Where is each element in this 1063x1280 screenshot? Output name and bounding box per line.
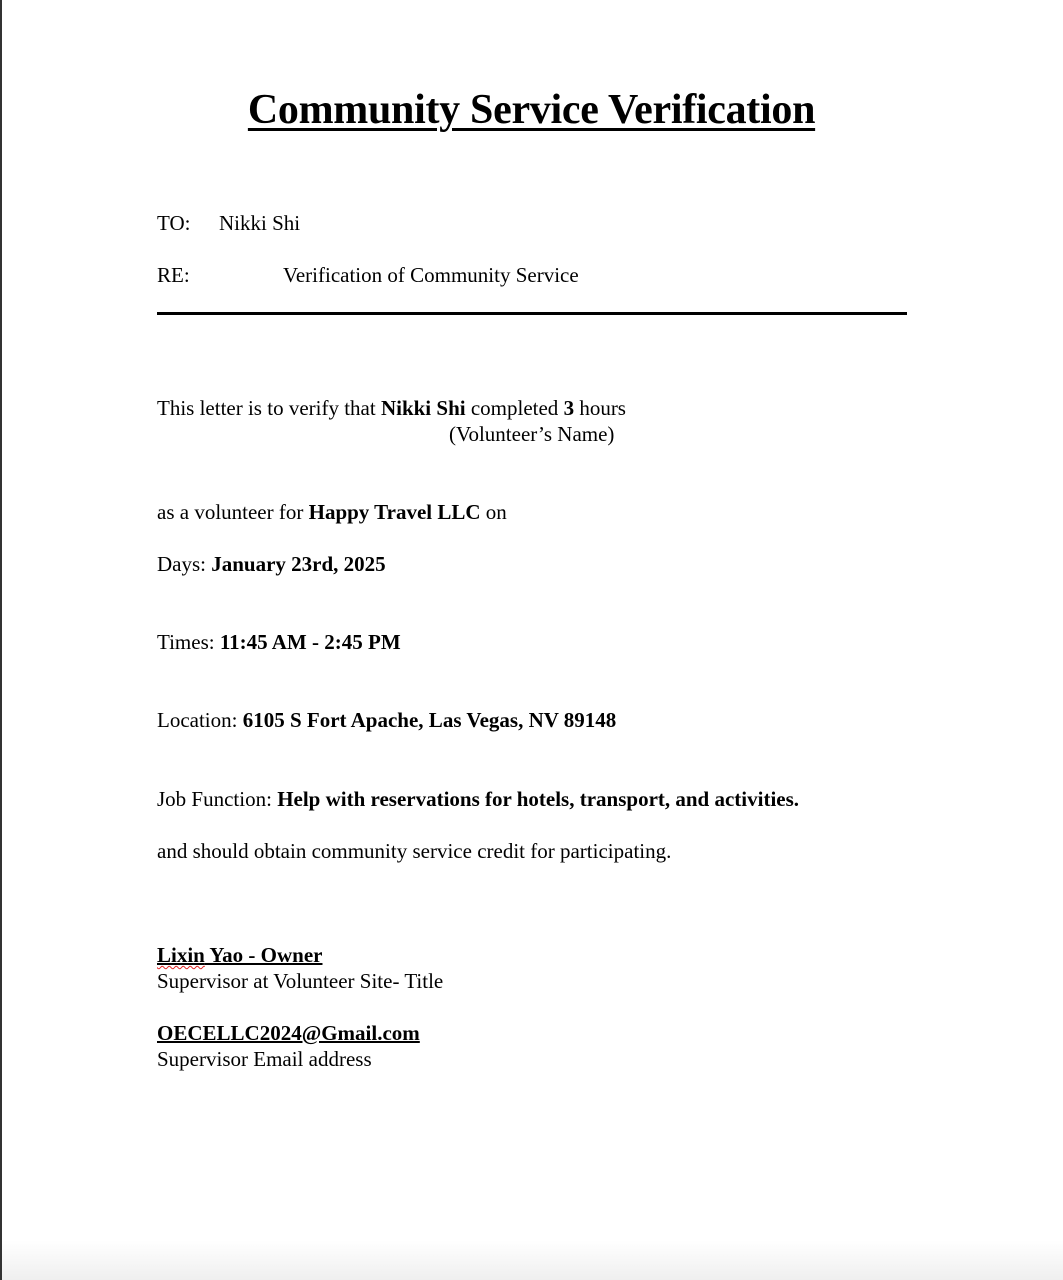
document-title: Community Service Verification xyxy=(247,87,816,133)
job-function-label: Job Function: xyxy=(157,787,278,811)
header-divider xyxy=(157,312,907,315)
to-label: TO: xyxy=(157,211,191,235)
on-suffix: on xyxy=(480,500,507,524)
verify-prefix: This letter is to verify that xyxy=(157,396,381,420)
page-bottom-shadow xyxy=(2,1240,1063,1280)
organization-name: Happy Travel LLC xyxy=(308,500,481,524)
verify-line xyxy=(157,396,626,421)
times-label: Times: xyxy=(157,630,220,654)
email-caption: Supervisor Email address xyxy=(157,1047,372,1071)
to-line xyxy=(157,211,190,236)
supervisor-caption: Supervisor at Volunteer Site- Title xyxy=(157,969,444,993)
to-value: Nikki Shi xyxy=(219,211,301,235)
hours-suffix: hours xyxy=(574,396,626,420)
days-label: Days: xyxy=(157,552,212,576)
volunteer-for-prefix: as a volunteer for xyxy=(157,500,309,524)
location-value: 6105 S Fort Apache, Las Vegas, NV 89148 xyxy=(242,708,617,732)
supervisor-first-name: Lixin xyxy=(157,943,205,967)
supervisor-email: OECELLC2024@Gmail.com xyxy=(157,1021,420,1045)
hours-value: 3 xyxy=(563,396,575,420)
times-value: 11:45 AM - 2:45 PM xyxy=(219,630,401,654)
completed-text: completed xyxy=(465,396,564,420)
volunteer-for-line xyxy=(157,500,507,525)
re-label: RE: xyxy=(157,263,190,287)
closing-line: and should obtain community service credit for participating. xyxy=(157,839,672,863)
name-caption: (Volunteer’s Name) xyxy=(449,422,615,446)
days-value: January 23rd, 2025 xyxy=(211,552,386,576)
job-function-line xyxy=(157,787,799,812)
supervisor-name xyxy=(157,943,322,968)
days-line xyxy=(157,552,386,577)
times-line xyxy=(157,630,401,655)
location-line xyxy=(157,708,616,733)
location-label: Location: xyxy=(157,708,243,732)
supervisor-rest: Yao - Owner xyxy=(204,943,323,967)
re-value: Verification of Community Service xyxy=(283,263,579,287)
volunteer-name: Nikki Shi xyxy=(380,396,466,420)
job-function-value: Help with reservations for hotels, transport, and activities. xyxy=(277,787,800,811)
